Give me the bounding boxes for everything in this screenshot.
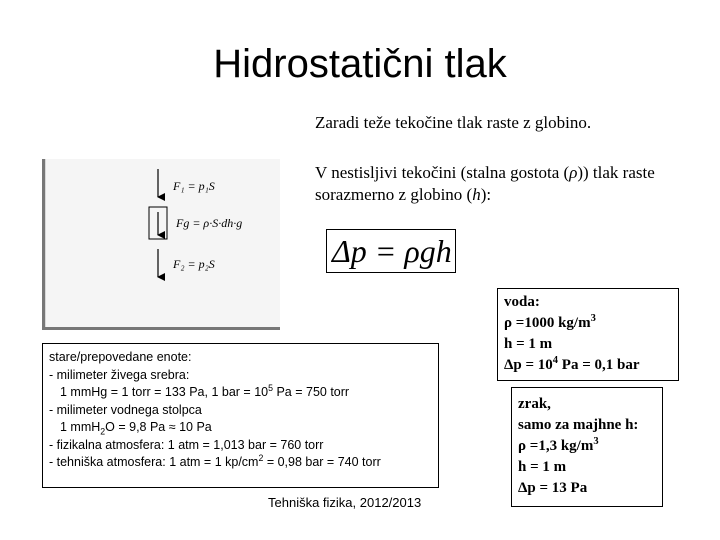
air-pressure: Δp = 13 Pa: [518, 480, 588, 496]
water-pressure: $\Delta p = 10^4$ Pa = 0,1 bar: [504, 355, 640, 373]
air-depth: h = 1 m: [518, 459, 567, 475]
mmhg-title: - milimeter živega srebra:: [49, 367, 190, 382]
explanation-text: V nestisljivi tekočini (stalna gostota (ρ)) tlak raste sorazmerno z globino (h):: [315, 163, 655, 204]
footer-text: Tehniška fizika, 2012/2013: [268, 495, 422, 510]
old-units-box: [42, 343, 439, 488]
slide-title: Hidrostatični tlak: [213, 42, 507, 86]
mmhg-values: 1 mmHg = 1 torr = 133 Pa, 1 bar = $10^5$ Pa = 750 torr: [60, 382, 350, 399]
mmh2o-values: 1 mmH$_2$O = 9,8 Pa ≈ 10 Pa: [60, 420, 212, 437]
fg-label: Fg = ρ·S·dh·g: [176, 216, 243, 230]
air-note: samo za majhne h:: [518, 417, 639, 433]
air-example-box: [511, 387, 663, 507]
f2-label: F₂ = p₂S: [173, 257, 215, 271]
intro-text: Zaradi teže tekočine tlak raste z globino.: [315, 113, 592, 132]
air-density: ρ =1,3 $kg/m^3$: [518, 436, 599, 454]
water-depth: h = 1 m: [504, 336, 553, 352]
force-diagram-graphic: [45, 159, 280, 327]
f1-label: F₁ = p₁S: [173, 179, 215, 193]
air-label: zrak,: [518, 396, 551, 412]
pressure-diagram: [42, 159, 280, 330]
units-heading: stare/prepovedane enote:: [49, 350, 192, 364]
water-density: ρ =1000 $kg/m^3$: [504, 313, 596, 331]
pressure-equation: Δp = ρgh: [326, 229, 456, 273]
technical-atmosphere: - tehniška atmosfera: 1 atm = 1 $kp/cm^2 = 0,98$ bar = 740 torr: [49, 452, 381, 469]
water-label: voda:: [504, 294, 540, 310]
water-example-box: [497, 288, 679, 381]
physical-atmosphere: - fizikalna atmosfera: 1 atm = 1,013 bar = 760 torr: [49, 437, 324, 452]
mmh2o-title: - milimeter vodnega stolpca: [49, 402, 202, 417]
